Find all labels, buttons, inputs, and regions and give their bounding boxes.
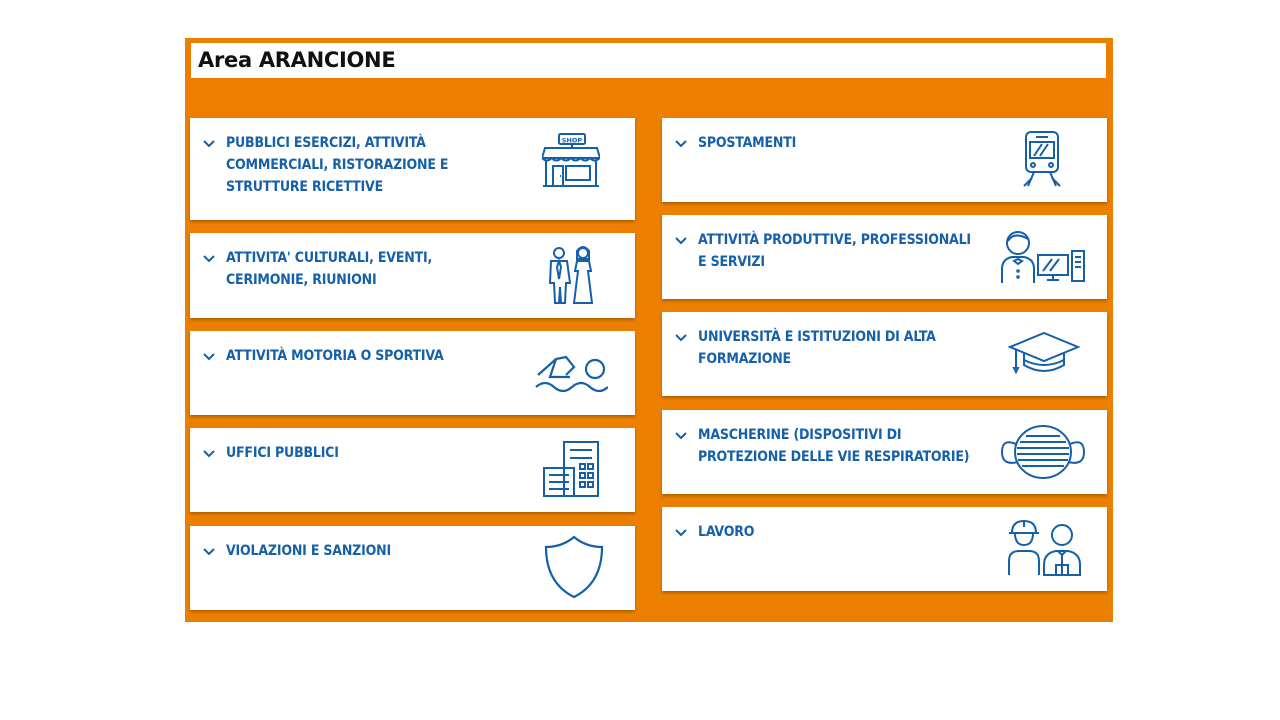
train-icon [1020, 130, 1064, 190]
chevron-down-icon [674, 235, 688, 245]
chevron-down-icon [202, 448, 216, 458]
chevron-down-icon [202, 546, 216, 556]
accordion-label: ATTIVITA' CULTURALI, EVENTI, CERIMONIE, RIUNIONI [226, 250, 433, 288]
professional-computer-icon [1000, 229, 1088, 287]
chevron-down-icon [674, 138, 688, 148]
accordion-label: UFFICI PUBBLICI [226, 445, 339, 461]
accordion-label: ATTIVITÀ MOTORIA O SPORTIVA [226, 348, 444, 364]
shop-sign [542, 132, 600, 190]
area-title: Area ARANCIONE [198, 48, 396, 72]
accordion-label: PUBBLICI ESERCIZI, ATTIVITÀ COMMERCIALI, RISTORAZIONE E STRUTTURE RICETTIVE [226, 135, 449, 195]
area-title-bar [191, 43, 1106, 78]
accordion-label: ATTIVITÀ PRODUTTIVE, PROFESSIONALI E SERVIZI [698, 232, 971, 270]
shop-icon [542, 132, 600, 190]
accordion-lavoro[interactable] [662, 507, 1107, 591]
shield-icon [544, 534, 604, 600]
accordion-label: SPOSTAMENTI [698, 135, 797, 151]
accordion-uffici-pubblici[interactable] [190, 428, 635, 512]
accordion-label: MASCHERINE (DISPOSITIVI DI PROTEZIONE DELLE VIE RESPIRATORIE) [698, 427, 970, 465]
area-arancione-panel [185, 38, 1113, 622]
workers-icon [1006, 519, 1086, 577]
face-mask-icon [1000, 422, 1086, 482]
accordion-violazioni-sanzioni[interactable] [190, 526, 635, 610]
swimmer-icon [534, 351, 608, 401]
office-building-icon [542, 440, 600, 498]
wedding-couple-icon [546, 245, 598, 305]
accordion-spostamenti[interactable] [662, 118, 1107, 202]
accordion-attivita-motoria[interactable] [190, 331, 635, 415]
accordion-universita[interactable] [662, 312, 1107, 396]
accordion-attivita-culturali[interactable] [190, 233, 635, 318]
chevron-down-icon [674, 430, 688, 440]
svg-text:SHOP: SHOP [561, 136, 583, 145]
accordion-label: LAVORO [698, 524, 755, 540]
accordion-label: VIOLAZIONI E SANZIONI [226, 543, 391, 559]
chevron-down-icon [202, 138, 216, 148]
chevron-down-icon [674, 527, 688, 537]
accordion-pubblici-esercizi[interactable] [190, 118, 635, 220]
chevron-down-icon [674, 332, 688, 342]
accordion-label: UNIVERSITÀ E ISTITUZIONI DI ALTA FORMAZIONE [698, 329, 936, 367]
chevron-down-icon [202, 253, 216, 263]
accordion-attivita-produttive[interactable] [662, 215, 1107, 299]
chevron-down-icon [202, 351, 216, 361]
accordion-mascherine[interactable] [662, 410, 1107, 494]
graduation-cap-icon [1008, 330, 1080, 378]
